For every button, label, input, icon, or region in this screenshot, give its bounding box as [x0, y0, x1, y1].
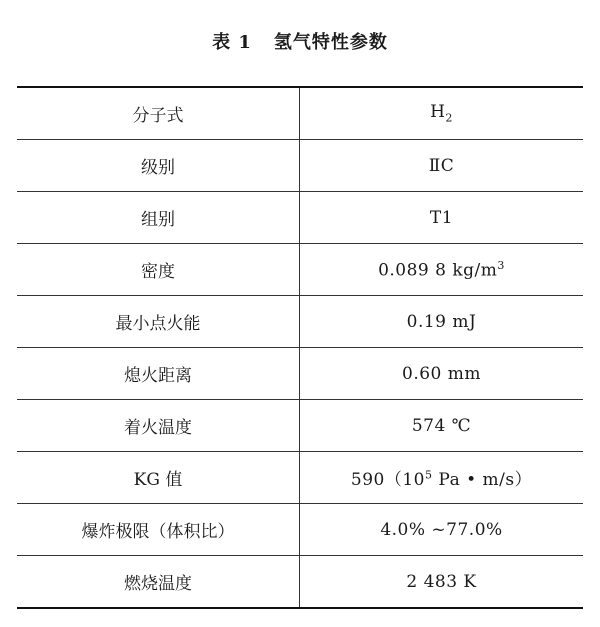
property-value: 0.19 mJ — [300, 296, 584, 348]
table-number: 表 1 — [212, 32, 252, 53]
value-text: 590（10 — [350, 470, 425, 490]
property-value: T1 — [300, 192, 584, 244]
value-superscript: 5 — [424, 468, 433, 482]
table-row — [17, 244, 583, 296]
table-row — [17, 400, 583, 452]
property-value: 4.0% ~77.0% — [300, 504, 584, 556]
property-value: 574 ℃ — [300, 400, 584, 452]
hydrogen-properties-table — [17, 86, 583, 609]
property-name: 最小点火能 — [17, 296, 300, 348]
value-text: 0.089 8 kg/m — [378, 260, 498, 281]
table-row — [17, 504, 583, 556]
property-name: 级别 — [17, 140, 300, 192]
property-value: 2 483 K — [300, 556, 584, 609]
property-value — [300, 244, 584, 296]
property-value — [300, 87, 584, 140]
table-row — [17, 348, 583, 400]
property-value — [300, 452, 584, 504]
property-name: 分子式 — [17, 87, 300, 140]
value-superscript: 3 — [497, 258, 505, 272]
table-title: 氢气特性参数 — [273, 32, 388, 53]
value-subscript: 2 — [445, 111, 453, 125]
table-row — [17, 192, 583, 244]
property-name: 组别 — [17, 192, 300, 244]
table-row — [17, 296, 583, 348]
property-name: 熄火距离 — [17, 348, 300, 400]
property-name: 爆炸极限（体积比） — [17, 504, 300, 556]
table-row — [17, 556, 583, 609]
table-row — [17, 87, 583, 140]
value-text: H — [430, 102, 446, 123]
table-row — [17, 140, 583, 192]
table-row — [17, 452, 583, 504]
property-name: 着火温度 — [17, 400, 300, 452]
value-text-rest: Pa • m/s） — [432, 470, 533, 490]
property-name: KG 值 — [17, 452, 300, 504]
property-name: 燃烧温度 — [17, 556, 300, 609]
table-caption — [0, 28, 600, 54]
property-value: 0.60 mm — [300, 348, 584, 400]
property-name: 密度 — [17, 244, 300, 296]
property-value: ⅡC — [300, 140, 584, 192]
